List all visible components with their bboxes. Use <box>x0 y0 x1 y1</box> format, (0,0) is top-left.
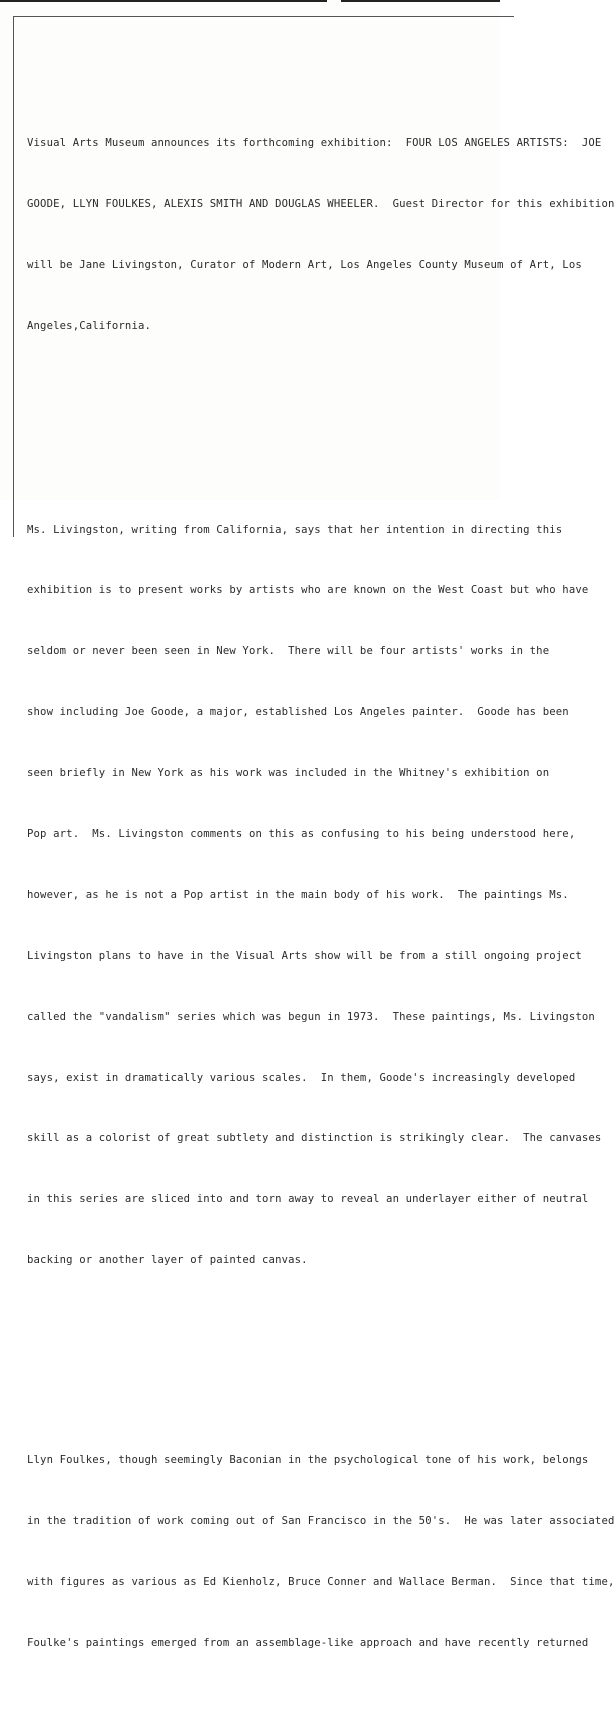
top-border-rule-left <box>0 0 327 2</box>
text-line: however, as he is not a Pop artist in the main body of his work. The paintings Ms. <box>27 888 569 901</box>
press-release-text <box>27 52 615 1734</box>
text-line: seen briefly in New York as his work was included in the Whitney's exhibition on <box>27 767 550 780</box>
text-line: Ms. Livingston, writing from California, says that her intention in directing this <box>27 523 563 536</box>
text-line: seldom or never been seen in New York. There will be four artists' works in the <box>27 645 550 658</box>
text-line: exhibition is to present works by artists who are known on the West Coast but who have <box>27 584 589 597</box>
paragraph-spacer <box>27 1352 493 1369</box>
text-line: Pop art. Ms. Livingston comments on this as confusing to his being understood here, <box>27 827 576 840</box>
text-line: skill as a colorist of great subtlety and distinction is strikingly clear. The canvases <box>27 1132 602 1145</box>
text-line: says, exist in dramatically various scales. In them, Goode's increasingly developed <box>27 1071 576 1084</box>
top-border-rule-right <box>341 0 500 2</box>
text-line: in the tradition of work coming out of San Francisco in the 50's. He was later associated <box>27 1514 615 1527</box>
text-line: Visual Arts Museum announces its forthcoming exhibition: FOUR LOS ANGELES ARTISTS: JOE <box>27 137 602 150</box>
text-line: Llyn Foulkes, though seemingly Baconian in the psychological tone of his work, belongs <box>27 1453 589 1466</box>
paragraph-foulkes <box>27 1409 615 1693</box>
text-line: Livingston plans to have in the Visual Arts show will be from a still ongoing project <box>27 949 582 962</box>
paragraph-announcement <box>27 93 615 377</box>
text-line: GOODE, LLYN FOULKES, ALEXIS SMITH AND DOUGLAS WHEELER. Guest Director for this exhibition <box>27 198 615 211</box>
paragraph-livingston <box>27 479 602 1311</box>
text-line: with figures as various as Ed Kienholz, Bruce Conner and Wallace Berman. Since that time, <box>27 1575 615 1588</box>
text-line: called the "vandalism" series which was begun in 1973. These paintings, Ms. Livingston <box>27 1010 595 1023</box>
text-line: will be Jane Livingston, Curator of Modern Art, Los Angeles County Museum of Art, Los <box>27 258 582 271</box>
text-line: show including Joe Goode, a major, established Los Angeles painter. Goode has been <box>27 706 569 719</box>
text-line: Angeles,California. <box>27 319 152 332</box>
text-line: in this series are sliced into and torn away to reveal an underlayer either of neutral <box>27 1193 589 1206</box>
paragraph-spacer <box>27 417 493 438</box>
text-line: Foulke's paintings emerged from an assemblage-like approach and have recently returned <box>27 1636 589 1649</box>
text-line: backing or another layer of painted canvas. <box>27 1254 308 1267</box>
